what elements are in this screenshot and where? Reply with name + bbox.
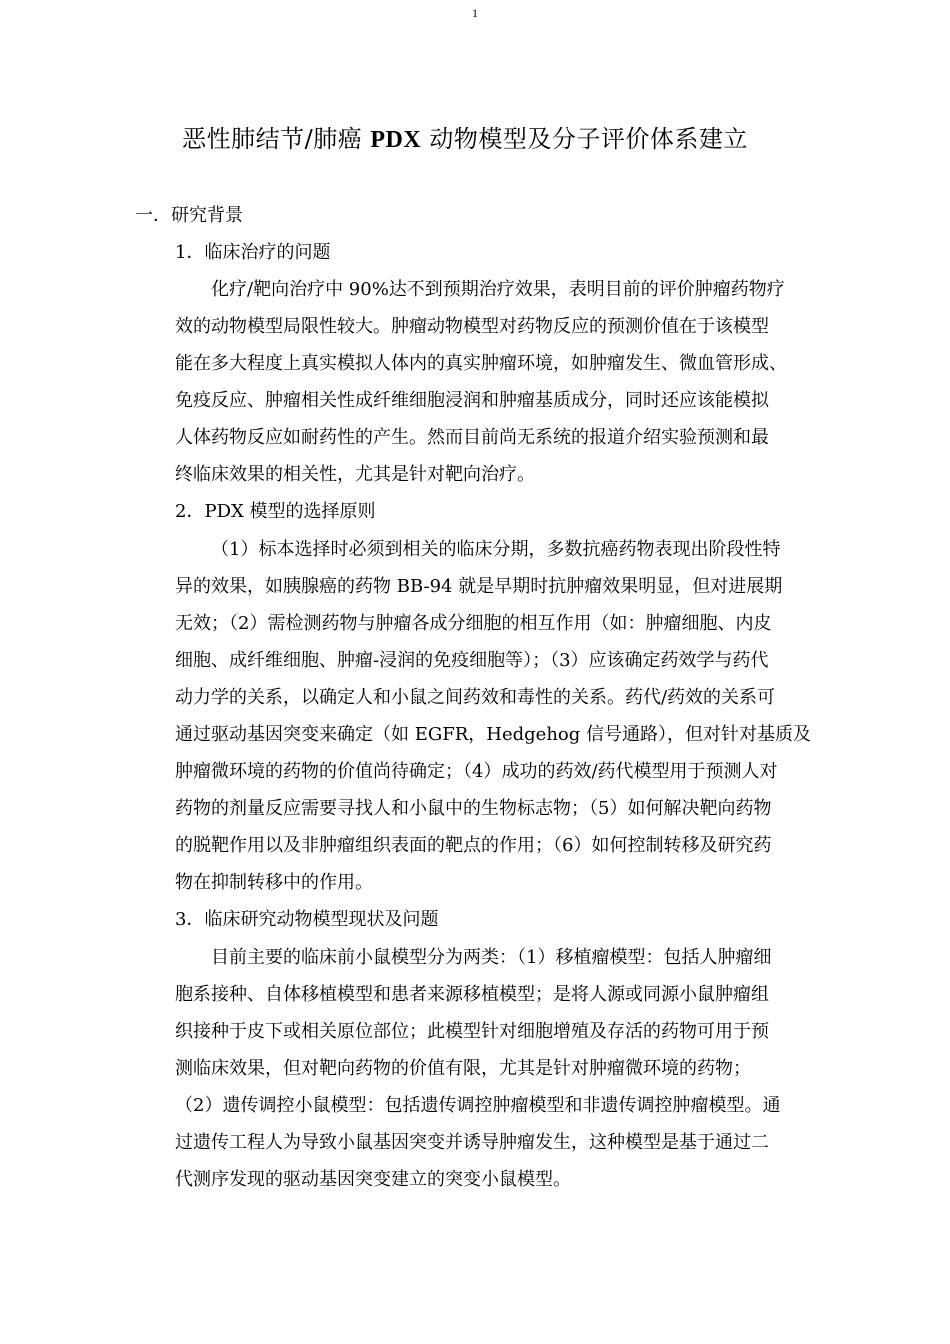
page-number: 1 [472,6,478,20]
paragraph-line: 通过驱动基因突变来确定（如 EGFR，Hedgehog 信号通路），但对针对基质及 [175,724,811,745]
paragraph-line: 目前主要的临床前小鼠模型分为两类：（1）移植瘤模型：包括人肿瘤细 [211,947,772,968]
paragraph-line: （2）遗传调控小鼠模型：包括遗传调控肿瘤模型和非遗传调控肿瘤模型。通 [175,1095,781,1116]
paragraph-line: 动力学的关系，以确定人和小鼠之间药效和毒性的关系。药代/药效的关系可 [175,687,776,708]
document-title [0,119,930,154]
paragraph-line: 测临床效果，但对靶向药物的价值有限，尤其是针对肿瘤微环境的药物； [175,1058,751,1079]
paragraph-line: 代测序发现的驱动基因突变建立的突变小鼠模型。 [175,1169,571,1190]
paragraph-line: 织接种于皮下或相关原位部位；此模型针对细胞增殖及存活的药物可用于预 [175,1021,769,1042]
paragraph-line: 效的动物模型局限性较大。肿瘤动物模型对药物反应的预测价值在于该模型 [175,316,769,337]
paragraph-line: 终临床效果的相关性，尤其是针对靶向治疗。 [175,464,535,485]
subsection-heading-clinical-problems: 1．临床治疗的问题 [175,242,331,263]
paragraph-line: 无效；（2）需检测药物与肿瘤各成分细胞的相互作用（如：肿瘤细胞、内皮 [175,613,772,634]
title-text-bold: PDX [370,127,422,153]
title-text-post: 动物模型及分子评价体系建立 [421,125,748,153]
paragraph-line: 过遗传工程人为导致小鼠基因突变并诱导肿瘤发生，这种模型是基于通过二 [175,1132,769,1153]
paragraph-line: 免疫反应、肿瘤相关性成纤维细胞浸润和肿瘤基质成分，同时还应该能模拟 [175,390,769,411]
paragraph-line: 胞系接种、自体移植模型和患者来源移植模型；是将人源或同源小鼠肿瘤组 [175,984,769,1005]
paragraph-line: 物在抑制转移中的作用。 [175,872,373,893]
subsection-heading-model-status: 3．临床研究动物模型现状及问题 [175,909,439,930]
paragraph-line: 人体药物反应如耐药性的产生。然而目前尚无系统的报道介绍实验预测和最 [175,427,769,448]
paragraph-line: 异的效果，如胰腺癌的药物 BB-94 就是早期时抗肿瘤效果明显，但对进展期 [175,576,783,597]
subsection-heading-pdx-principles: 2．PDX 模型的选择原则 [175,501,376,522]
section-heading-background: 一．研究背景 [135,205,243,226]
paragraph-line: 药物的剂量反应需要寻找人和小鼠中的生物标志物；（5）如何解决靶向药物 [175,798,772,819]
paragraph-line: 细胞、成纤维细胞、肿瘤-浸润的免疫细胞等）；（3）应该确定药效学与药代 [175,650,769,671]
paragraph-line: （1）标本选择时必须到相关的临床分期，多数抗癌药物表现出阶段性特 [211,539,781,560]
paragraph-line: 肿瘤微环境的药物的价值尚待确定；（4）成功的药效/药代模型用于预测人对 [175,761,778,782]
title-text-pre: 恶性肺结节/肺癌 [182,125,371,153]
paragraph-line: 能在多大程度上真实模拟人体内的真实肿瘤环境，如肿瘤发生、微血管形成、 [175,353,787,374]
paragraph-line: 的脱靶作用以及非肿瘤组织表面的靶点的作用；（6）如何控制转移及研究药 [175,835,772,856]
paragraph-line: 化疗/靶向治疗中 90%达不到预期治疗效果，表明目前的评价肿瘤药物疗 [211,279,785,300]
